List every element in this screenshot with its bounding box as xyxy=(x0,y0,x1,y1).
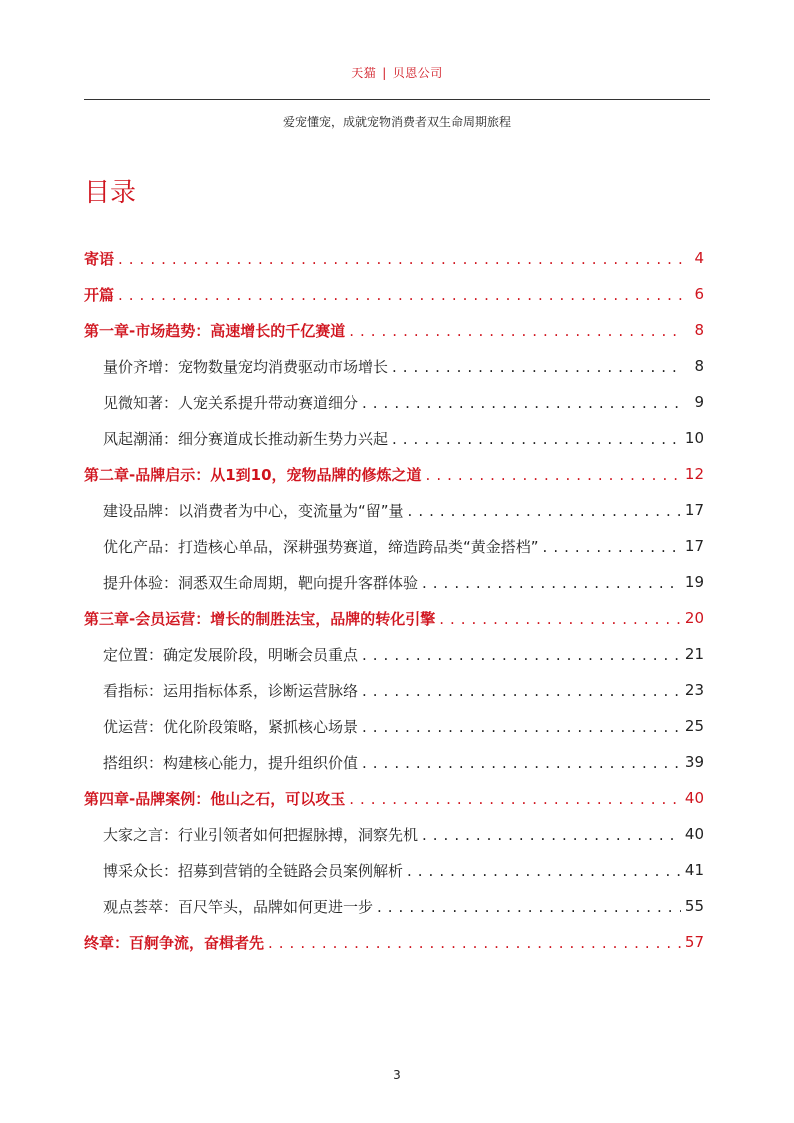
toc-leader-dots xyxy=(362,682,681,700)
header-separator: | xyxy=(382,66,387,80)
toc-leader-dots xyxy=(426,466,681,484)
toc-section-entry[interactable] xyxy=(84,852,704,888)
toc-chapter-entry[interactable] xyxy=(84,312,704,348)
toc-entry-page: 40 xyxy=(684,789,704,807)
toc-leader-dots xyxy=(118,286,684,304)
report-subtitle: 爱宠懂宠，成就宠物消费者双生命周期旅程 xyxy=(282,115,511,129)
toc-entry-label: 观点荟萃：百尺竿头，品牌如何更进一步 xyxy=(103,897,374,916)
toc-leader-dots xyxy=(392,430,681,448)
toc-entry-label: 提升体验：洞悉双生命周期，靶向提升客群体验 xyxy=(103,573,419,592)
toc-title: 目录 xyxy=(84,178,137,208)
toc-chapter-entry[interactable] xyxy=(84,456,704,492)
toc-entry-page: 25 xyxy=(684,717,704,735)
toc-entry-label: 大家之言：行业引领者如何把握脉搏，洞察先机 xyxy=(103,825,419,844)
toc-section-entry[interactable] xyxy=(84,528,704,564)
toc-leader-dots xyxy=(422,574,681,592)
toc-entry-page: 40 xyxy=(684,825,704,843)
toc-entry-page: 4 xyxy=(694,249,704,267)
toc-leader-dots xyxy=(392,358,684,376)
toc-leader-dots xyxy=(362,646,681,664)
toc-section-entry[interactable] xyxy=(84,636,704,672)
toc-section-entry[interactable] xyxy=(84,384,704,420)
brand-bain: 贝恩公司 xyxy=(392,66,443,80)
toc-entry-page: 9 xyxy=(694,393,704,411)
toc-leader-dots xyxy=(118,250,684,268)
toc-section-entry[interactable] xyxy=(84,708,704,744)
brand-tmall: 天猫 xyxy=(351,66,377,80)
toc-leader-dots xyxy=(543,538,681,556)
toc-section-entry[interactable] xyxy=(84,816,704,852)
toc-entry-label: 优运营：优化阶段策略，紧抓核心场景 xyxy=(103,717,359,736)
toc-entry-label: 终章：百舸争流，奋楫者先 xyxy=(84,933,265,952)
toc-section-entry[interactable] xyxy=(84,744,704,780)
table-of-contents xyxy=(84,240,704,960)
toc-entry-label: 博采众长：招募到营销的全链路会员案例解析 xyxy=(103,861,404,880)
toc-entry-label: 第一章-市场趋势：高速增长的千亿赛道 xyxy=(84,321,346,340)
toc-entry-page: 20 xyxy=(684,609,704,627)
toc-entry-label: 寄语 xyxy=(84,249,115,268)
toc-entry-page: 41 xyxy=(684,861,704,879)
toc-entry-page: 55 xyxy=(684,897,704,915)
toc-leader-dots xyxy=(349,322,684,340)
toc-entry-page: 21 xyxy=(684,645,704,663)
toc-chapter-entry[interactable] xyxy=(84,240,704,276)
toc-section-entry[interactable] xyxy=(84,672,704,708)
toc-section-entry[interactable] xyxy=(84,420,704,456)
toc-leader-dots xyxy=(362,394,684,412)
toc-entry-page: 17 xyxy=(684,537,704,555)
toc-entry-page: 10 xyxy=(684,429,704,447)
toc-chapter-entry[interactable] xyxy=(84,600,704,636)
toc-leader-dots xyxy=(408,502,681,520)
toc-entry-label: 建设品牌：以消费者为中心，变流量为“留”量 xyxy=(103,501,404,520)
toc-entry-label: 第四章-品牌案例：他山之石，可以攻玉 xyxy=(84,789,346,808)
toc-entry-page: 39 xyxy=(684,753,704,771)
toc-leader-dots xyxy=(407,862,681,880)
page-header xyxy=(0,64,794,81)
toc-entry-label: 量价齐增：宠物数量宠均消费驱动市场增长 xyxy=(103,357,389,376)
toc-entry-page: 6 xyxy=(694,285,704,303)
toc-leader-dots xyxy=(268,934,681,952)
toc-entry-label: 开篇 xyxy=(84,285,115,304)
toc-entry-page: 8 xyxy=(694,357,704,375)
toc-entry-label: 第二章-品牌启示：从1到10，宠物品牌的修炼之道 xyxy=(84,465,422,484)
toc-leader-dots xyxy=(377,898,681,916)
toc-section-entry[interactable] xyxy=(84,888,704,924)
toc-entry-page: 19 xyxy=(684,573,704,591)
toc-entry-page: 23 xyxy=(684,681,704,699)
toc-leader-dots xyxy=(362,754,681,772)
header-rule xyxy=(84,99,710,100)
toc-entry-label: 定位置：确定发展阶段，明晰会员重点 xyxy=(103,645,359,664)
toc-entry-label: 第三章-会员运营：增长的制胜法宝，品牌的转化引擎 xyxy=(84,609,436,628)
toc-entry-label: 搭组织：构建核心能力，提升组织价值 xyxy=(103,753,359,772)
toc-leader-dots xyxy=(422,826,681,844)
toc-entry-page: 17 xyxy=(684,501,704,519)
toc-section-entry[interactable] xyxy=(84,564,704,600)
toc-leader-dots xyxy=(349,790,681,808)
toc-entry-page: 8 xyxy=(694,321,704,339)
toc-leader-dots xyxy=(439,610,681,628)
toc-entry-label: 见微知著：人宠关系提升带动赛道细分 xyxy=(103,393,359,412)
toc-chapter-entry[interactable] xyxy=(84,276,704,312)
toc-entry-label: 风起潮涌：细分赛道成长推动新生势力兴起 xyxy=(103,429,389,448)
toc-entry-page: 12 xyxy=(684,465,704,483)
toc-entry-label: 看指标：运用指标体系，诊断运营脉络 xyxy=(103,681,359,700)
toc-chapter-entry[interactable] xyxy=(84,780,704,816)
toc-section-entry[interactable] xyxy=(84,348,704,384)
toc-entry-page: 57 xyxy=(684,933,704,951)
toc-leader-dots xyxy=(362,718,681,736)
toc-chapter-entry[interactable] xyxy=(84,924,704,960)
page-number: 3 xyxy=(393,1068,401,1082)
toc-entry-label: 优化产品：打造核心单品，深耕强势赛道，缔造跨品类“黄金搭档” xyxy=(103,537,539,556)
toc-section-entry[interactable] xyxy=(84,492,704,528)
